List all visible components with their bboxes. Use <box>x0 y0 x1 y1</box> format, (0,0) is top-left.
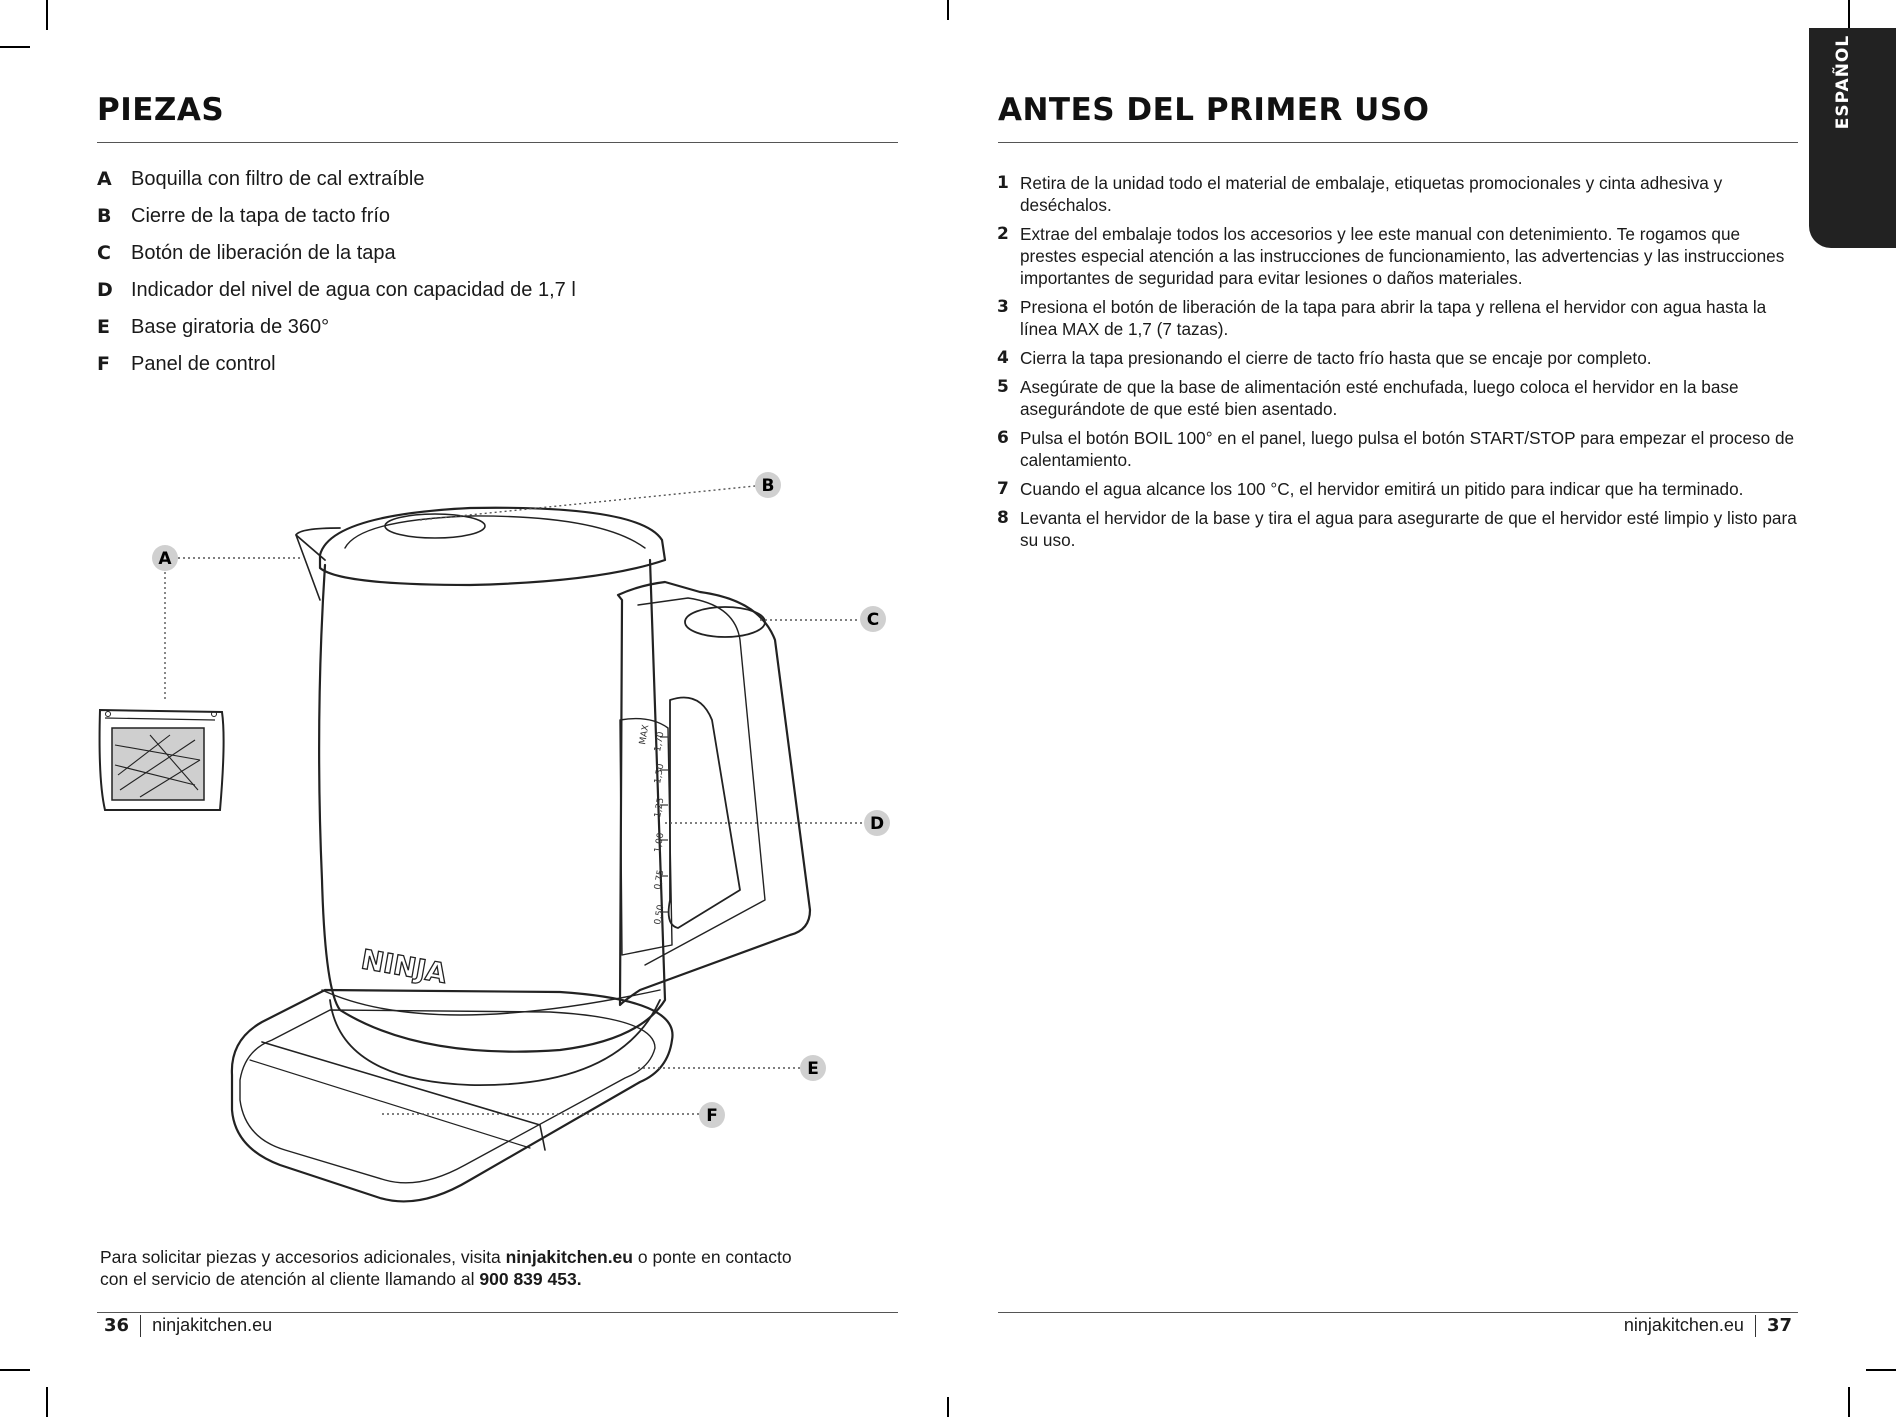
list-item: 5 Asegúrate de que la base de alimentación esté enchufada, luego coloca el hervidor en la base asegurándote de que esté bien asentado. <box>997 377 1739 419</box>
crop-mark <box>46 1387 48 1417</box>
website-link[interactable]: ninjakitchen.eu <box>505 1247 633 1267</box>
list-item: E Base giratoria de 360° <box>97 316 330 338</box>
crop-mark <box>947 0 949 20</box>
footer-divider <box>998 1312 1798 1313</box>
title-divider <box>998 142 1798 143</box>
list-item: 2 Extrae del embalaje todos los accesorios y lee este manual con detenimiento. Te rogamos que prestes especial atención a las instrucciones de funcionamiento, las advertencias y las instrucciones importantes de seguridad para evitar lesiones o daños materiales. <box>997 224 1785 288</box>
scale-label: 1,00 <box>653 832 667 854</box>
callout-label: F <box>706 1106 718 1126</box>
list-item: A Boquilla con filtro de cal extraíble <box>97 168 425 190</box>
page-number: 37 <box>1766 1315 1792 1336</box>
crop-mark <box>0 46 30 48</box>
title-divider <box>97 142 898 143</box>
list-item: 4 Cierra la tapa presionando el cierre de tacto frío hasta que se encaje por completo. <box>997 348 1652 368</box>
page-footer-left <box>104 1315 272 1337</box>
list-item: B Cierre de la tapa de tacto frío <box>97 205 391 227</box>
scale-label: 1,70 <box>653 731 667 753</box>
limescale-filter-detail <box>100 710 224 810</box>
footer-separator <box>140 1315 141 1337</box>
parts-order-note: Para solicitar piezas y accesorios adicionales, visita ninjakitchen.eu o ponte en contacto con el servicio de atención al cliente llamando al 900 839 453. <box>100 1247 792 1289</box>
scale-label: 0,75 <box>653 869 667 891</box>
callout-label: A <box>158 549 172 569</box>
page-footer-right <box>1624 1315 1792 1337</box>
page-title: ANTES DEL PRIMER USO <box>998 92 1430 128</box>
steps-list <box>997 172 1797 558</box>
footer-site: ninjakitchen.eu <box>152 1315 273 1335</box>
footer-divider <box>97 1312 898 1313</box>
list-item: 3 Presiona el botón de liberación de la tapa para abrir la tapa y rellena el hervidor con agua hasta la línea MAX de 1,7 (7 tazas). <box>997 297 1767 339</box>
list-item: 7 Cuando el agua alcance los 100 °C, el hervidor emitirá un pitido para indicar que ha terminado. <box>997 479 1744 499</box>
callout-label: D <box>869 814 885 834</box>
crop-mark <box>947 1397 949 1417</box>
crop-mark <box>1848 1387 1850 1417</box>
language-tab: ESPAÑOL <box>1809 28 1896 248</box>
list-item: D Indicador del nivel de agua con capacidad de 1,7 l <box>97 279 576 301</box>
callout-label: B <box>761 476 775 496</box>
crop-mark <box>46 0 48 30</box>
kettle-diagram <box>90 460 910 1220</box>
phone-number: 900 839 453. <box>479 1269 582 1289</box>
scale-label: 0,50 <box>653 904 667 926</box>
brand-logo: NINJA <box>358 944 450 990</box>
scale-label: 1,50 <box>653 763 667 785</box>
page-title: PIEZAS <box>97 92 225 128</box>
crop-mark <box>0 1369 30 1371</box>
callout-label: C <box>866 610 880 630</box>
page-number: 36 <box>104 1315 130 1336</box>
footer-separator <box>1755 1315 1756 1337</box>
list-item: 6 Pulsa el botón BOIL 100° en el panel, luego pulsa el botón START/STOP para empezar el proceso de calentamiento. <box>997 428 1795 470</box>
list-item: C Botón de liberación de la tapa <box>97 242 396 264</box>
list-item: 1 Retira de la unidad todo el material de embalaje, etiquetas promocionales y cinta adhesiva y deséchalos. <box>997 173 1723 215</box>
footer-site: ninjakitchen.eu <box>1623 1315 1744 1335</box>
callout-label: E <box>807 1059 819 1079</box>
parts-list <box>97 168 576 390</box>
crop-mark <box>1866 1369 1896 1371</box>
scale-max-label: MAX <box>638 723 652 746</box>
list-item: F Panel de control <box>97 353 276 375</box>
scale-label: 1,25 <box>653 797 667 819</box>
list-item: 8 Levanta el hervidor de la base y tira el agua para asegurarte de que el hervidor esté limpio y listo para su uso. <box>997 508 1797 550</box>
